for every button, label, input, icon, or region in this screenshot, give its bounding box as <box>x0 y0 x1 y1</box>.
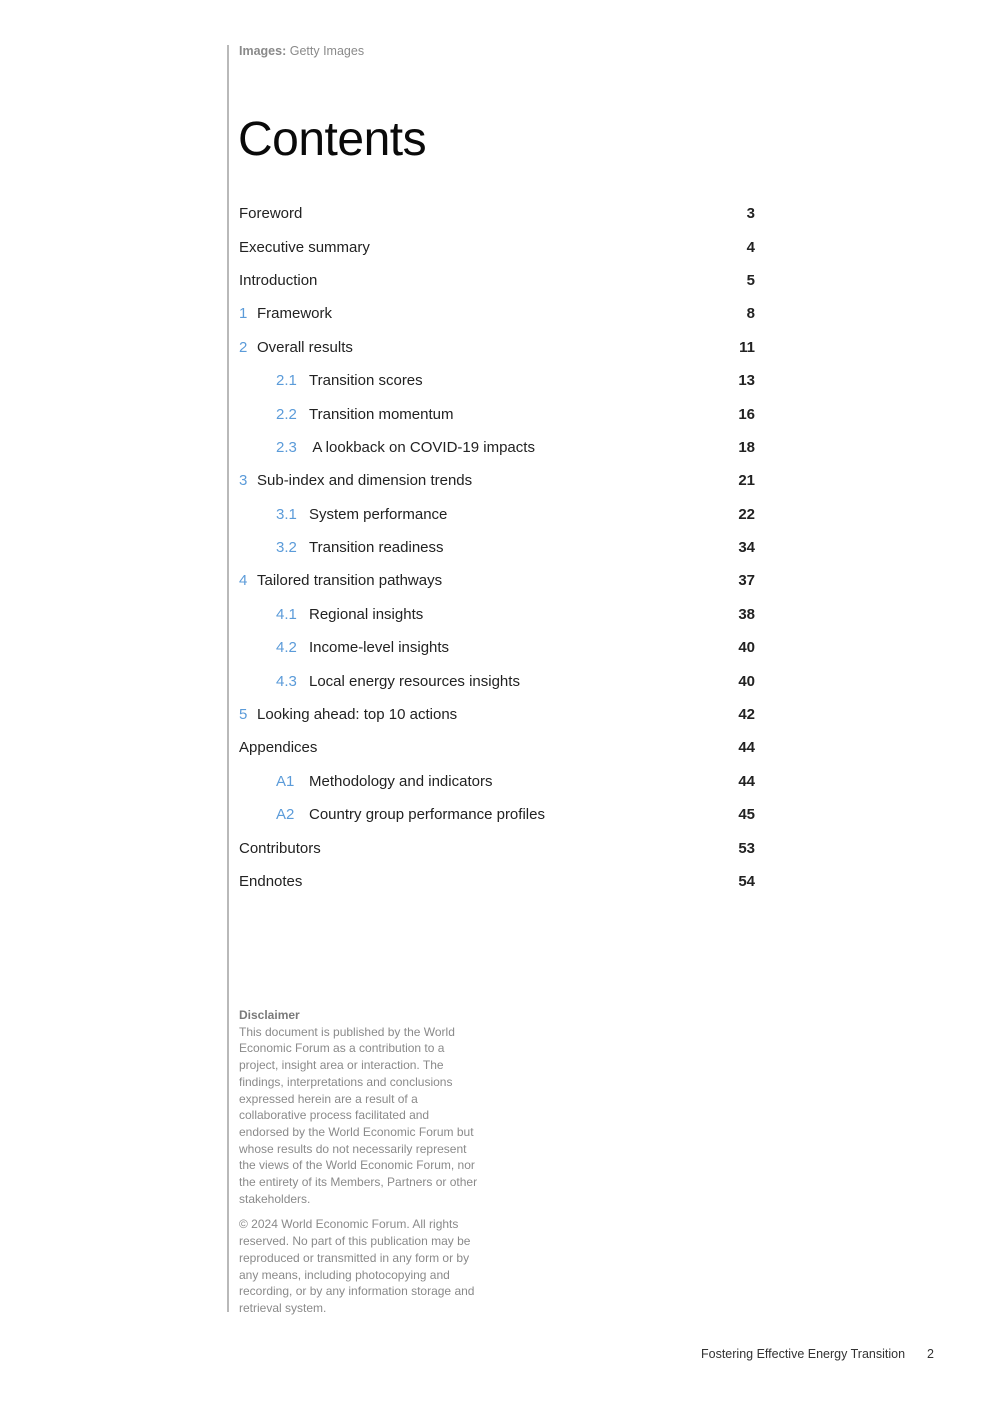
image-credit <box>239 44 364 58</box>
toc-entry-label: Transition momentum <box>309 405 454 423</box>
toc-entry[interactable] <box>239 297 755 330</box>
toc-entry-page: 37 <box>738 572 755 590</box>
toc-entry-number: 3.1 <box>276 505 297 523</box>
toc-entry-page: 8 <box>746 305 755 323</box>
toc-entry-page: 22 <box>738 505 755 523</box>
toc-entry-label: Sub-index and dimension trends <box>257 472 473 490</box>
toc-entry-number: 2 <box>239 338 248 356</box>
toc-entry-number: 3 <box>239 472 248 490</box>
disclaimer-body: This document is published by the World Economic Forum as a contribution to a project, insight area or interaction. The findings, interpretations and conclusions expressed herein are a result of a collaborative process facilitated and endorsed by the World Economic Forum but whose results do not necessarily represent the views of the World Economic Forum, nor the entirety of its Members, Partners or other stakeholders. <box>239 1024 478 1206</box>
toc-entry-page: 5 <box>746 271 755 289</box>
toc-entry[interactable] <box>239 431 755 464</box>
margin-rule <box>227 45 229 1312</box>
toc-entry[interactable] <box>239 831 755 864</box>
toc-entry[interactable] <box>239 698 755 731</box>
toc-entry-page: 40 <box>738 672 755 690</box>
toc-entry-page: 53 <box>738 839 755 857</box>
footer-title: Fostering Effective Energy Transition <box>701 1347 906 1361</box>
toc-entry-page: 44 <box>738 772 755 790</box>
toc-entry-page: 11 <box>739 338 755 356</box>
toc-entry-label: Foreword <box>239 205 303 223</box>
page-footer <box>701 1347 934 1361</box>
toc-entry-page: 16 <box>738 405 755 423</box>
toc-entry-number: 4.1 <box>276 605 297 623</box>
toc-entry-page: 44 <box>738 739 755 757</box>
toc-entry-number: 2.2 <box>276 405 297 423</box>
copyright-notice: © 2024 World Economic Forum. All rights reserved. No part of this publication may be reproduced or transmitted in any form or by any means, including photocopying and recording, or by any information storage and retrieval system. <box>239 1217 475 1315</box>
toc-entry[interactable] <box>239 264 755 297</box>
toc-entry-number: 2.3 <box>276 438 297 456</box>
toc-entry-number: 2.1 <box>276 372 297 390</box>
toc-entry-number: 4.2 <box>276 639 297 657</box>
toc-entry-page: 13 <box>738 372 755 390</box>
image-credit-value: Getty Images <box>289 44 365 58</box>
toc-entry-label: Country group performance profiles <box>309 806 545 824</box>
toc-entry[interactable] <box>239 664 755 697</box>
toc-entry-label: Local energy resources insights <box>309 672 520 690</box>
toc-entry-label: Appendices <box>239 739 318 757</box>
toc-entry[interactable] <box>239 464 755 497</box>
table-of-contents <box>239 197 755 898</box>
toc-entry-label: A lookback on COVID-19 impacts <box>309 438 535 456</box>
toc-entry-label: Contributors <box>239 839 321 857</box>
toc-entry[interactable] <box>239 331 755 364</box>
toc-entry-page: 18 <box>738 438 755 456</box>
footer-page-number: 2 <box>927 1347 934 1361</box>
toc-entry-number: 5 <box>239 706 248 724</box>
toc-entry[interactable] <box>239 865 755 898</box>
toc-entry-page: 45 <box>738 806 755 824</box>
toc-entry-page: 34 <box>738 539 755 557</box>
toc-entry-label: Framework <box>257 305 333 323</box>
toc-entry-label: Income-level insights <box>309 639 450 657</box>
toc-entry-label: Endnotes <box>239 873 303 890</box>
toc-entry-number: 3.2 <box>276 539 297 557</box>
toc-entry[interactable] <box>239 765 755 798</box>
toc-entry[interactable] <box>239 798 755 831</box>
toc-entry-page: 40 <box>738 639 755 657</box>
toc-entry-label: Introduction <box>239 271 318 289</box>
toc-entry-label: Executive summary <box>239 238 370 256</box>
toc-entry-label: Transition readiness <box>309 539 444 557</box>
toc-entry[interactable] <box>239 598 755 631</box>
disclaimer <box>239 1007 479 1326</box>
toc-entry-label: Regional insights <box>309 605 424 623</box>
toc-entry-label: Looking ahead: top 10 actions <box>257 706 458 724</box>
toc-entry-page: 42 <box>738 706 755 724</box>
page-title: Contents <box>238 113 427 166</box>
toc-entry[interactable] <box>239 197 755 230</box>
disclaimer-heading: Disclaimer <box>239 1008 300 1022</box>
toc-entry[interactable] <box>239 531 755 564</box>
toc-entry[interactable] <box>239 498 755 531</box>
toc-entry-label: Methodology and indicators <box>309 772 493 790</box>
toc-entry[interactable] <box>239 230 755 263</box>
toc-entry-page: 4 <box>746 238 755 256</box>
toc-entry[interactable] <box>239 731 755 764</box>
toc-entry-label: System performance <box>309 505 448 523</box>
image-credit-label: Images: <box>239 44 287 58</box>
toc-entry-page: 3 <box>746 205 755 223</box>
toc-entry-number: 1 <box>239 305 248 323</box>
toc-entry-number: 4 <box>239 572 248 590</box>
toc-entry-number: A2 <box>276 806 295 824</box>
toc-entry-label: Transition scores <box>309 372 423 390</box>
toc-entry[interactable] <box>239 364 755 397</box>
toc-entry-page: 21 <box>738 472 755 490</box>
toc-entry[interactable] <box>239 397 755 430</box>
toc-entry-number: 4.3 <box>276 672 297 690</box>
toc-entry[interactable] <box>239 564 755 597</box>
toc-entry-page: 38 <box>738 605 755 623</box>
toc-entry[interactable] <box>239 631 755 664</box>
toc-entry-page: 54 <box>738 873 755 890</box>
toc-entry-label: Tailored transition pathways <box>257 572 443 590</box>
toc-entry-number: A1 <box>276 772 295 790</box>
toc-entry-label: Overall results <box>257 338 353 356</box>
